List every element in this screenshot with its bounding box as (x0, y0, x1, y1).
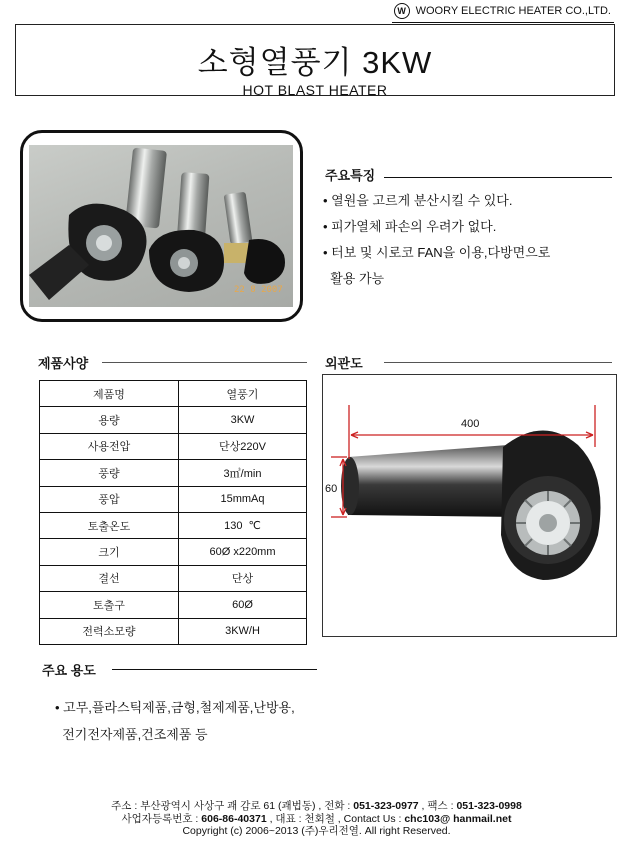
footer-address: 주소 : 부산광역시 사상구 괘 감로 61 (괘법동) , 전화 : (111, 800, 354, 812)
spec-label: 크기 (40, 539, 179, 565)
table-row (40, 565, 307, 591)
spec-value: 60Ø (179, 592, 307, 618)
usage-list (55, 694, 295, 748)
footer-copyright: Copyright (c) 2006~2013 (주)우리전열. All right Reserved. (182, 825, 451, 837)
spec-label: 풍량 (40, 460, 179, 486)
dimension-length-label: 400 (461, 418, 480, 430)
table-row (40, 460, 307, 486)
photo-image (29, 145, 293, 307)
heater-outline-illustration (323, 375, 616, 636)
table-row (40, 592, 307, 618)
spec-value: 3KW (179, 407, 307, 433)
product-photo (20, 130, 303, 322)
usage-heading: 주요 용도 (42, 663, 96, 678)
feature-item: • 터보 및 시로코 FAN을 이용,다방면으로 (323, 245, 551, 260)
footer-address-line (0, 800, 633, 813)
footer-reg-label: 사업자등록번호 : (121, 812, 202, 825)
usage-line: • 고무,플라스틱제품,금형,철제제품,난방용, (55, 700, 295, 715)
spec-value: 열풍기 (179, 381, 307, 407)
spec-label: 전력소모량 (40, 618, 179, 644)
company-logo-icon: W (394, 3, 410, 19)
feature-item: 활용 가능 (323, 271, 385, 286)
table-row (40, 407, 307, 433)
title-box (15, 24, 615, 96)
spec-value: 단상 (179, 565, 307, 591)
spec-table (39, 380, 307, 645)
exterior-drawing (322, 374, 617, 637)
photo-date-stamp: 22 8 2007 (234, 285, 283, 295)
exterior-heading: 외관도 (325, 356, 363, 371)
features-list (323, 188, 613, 292)
footer-phone: 051-323-0977 (353, 800, 419, 812)
spec-value: 60Ø x220mm (179, 539, 307, 565)
dimension-height-label: 60 (325, 483, 338, 495)
footer-business-line (0, 813, 633, 826)
company-header (394, 3, 611, 19)
spec-value: 130 ℃ (179, 512, 307, 538)
table-row (40, 618, 307, 644)
spec-value: 단상220V (179, 433, 307, 459)
usage-rule (112, 669, 317, 670)
table-row (40, 381, 307, 407)
table-row (40, 512, 307, 538)
spec-label: 결선 (40, 565, 179, 591)
footer-fax-label: , 팩스 : (418, 800, 457, 812)
spec-label: 사용전압 (40, 433, 179, 459)
spec-value: 3㎥/min (179, 460, 307, 486)
spec-label: 풍압 (40, 486, 179, 512)
product-subtitle: HOT BLAST HEATER (242, 82, 388, 98)
spec-label: 토출온도 (40, 512, 179, 538)
spec-rule (102, 362, 307, 363)
feature-item: • 피가열체 파손의 우려가 없다. (323, 219, 497, 234)
spec-value: 15mmAq (179, 486, 307, 512)
company-name: WOORY ELECTRIC HEATER CO.,LTD. (415, 5, 611, 17)
header-rule (392, 22, 614, 23)
table-row (40, 433, 307, 459)
feature-item: • 열원을 고르게 분산시킬 수 있다. (323, 193, 513, 208)
spec-heading: 제품사양 (38, 356, 89, 371)
footer-contact-label: , 대표 : 천회철 , Contact Us : (266, 812, 405, 825)
heater-photo-illustration (29, 145, 293, 307)
table-row (40, 539, 307, 565)
product-title: 소형열풍기 3KW (197, 45, 433, 80)
spec-label: 토출구 (40, 592, 179, 618)
spec-value: 3KW/H (179, 618, 307, 644)
features-rule (384, 177, 612, 178)
table-row (40, 486, 307, 512)
spec-label: 제품명 (40, 381, 179, 407)
footer-email: chc103@ hanmail.net (404, 812, 512, 825)
footer-fax: 051-323-0998 (456, 800, 522, 812)
footer-reg-no: 606-86-40371 (201, 812, 267, 825)
spec-label: 용량 (40, 407, 179, 433)
exterior-rule (384, 362, 612, 363)
usage-line: 전기전자제품,건조제품 등 (55, 727, 208, 742)
footer (0, 800, 633, 838)
features-heading: 주요특징 (325, 168, 376, 183)
